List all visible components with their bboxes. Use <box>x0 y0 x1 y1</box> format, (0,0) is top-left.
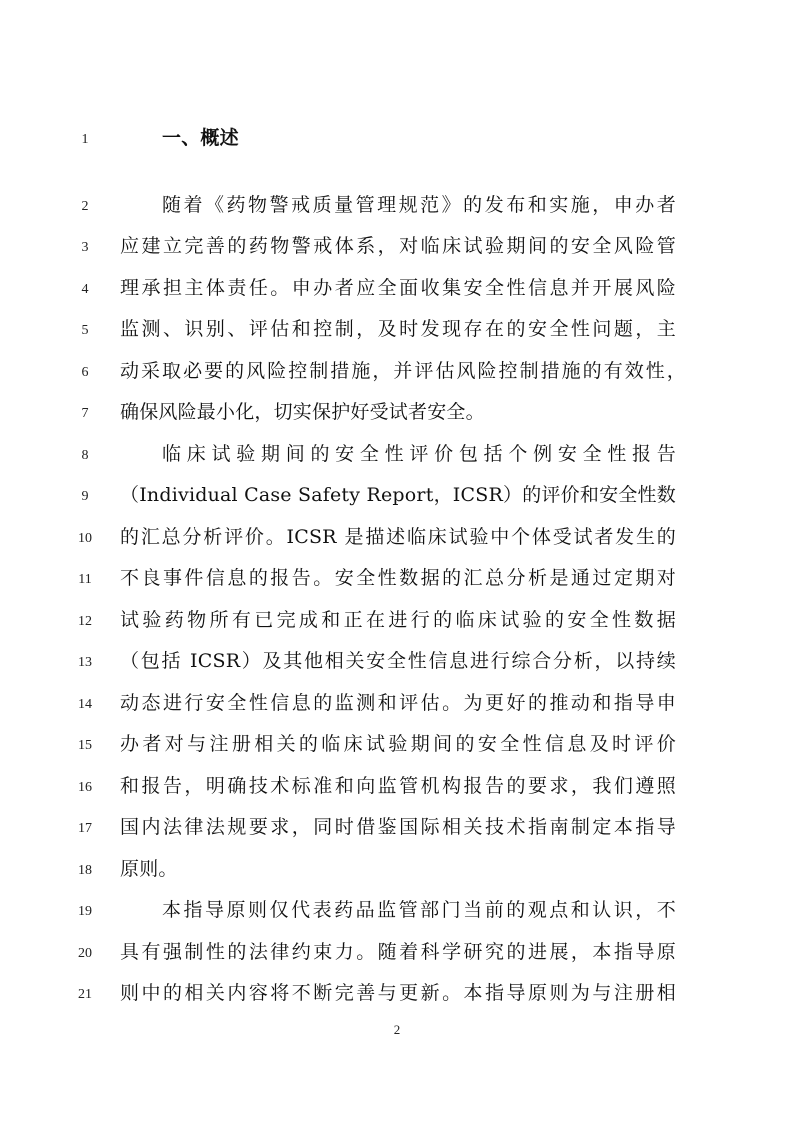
line-number: 12 <box>78 614 92 629</box>
document-line <box>0 439 794 469</box>
line-number: 20 <box>78 946 92 961</box>
page-number: 2 <box>393 1022 401 1037</box>
line-number: 18 <box>78 863 92 878</box>
paragraph-line: 国内法律法规要求，同时借鉴国际相关技术指南制定本指导 <box>120 816 676 838</box>
line-number: 4 <box>81 282 89 297</box>
paragraph-line: 监测、识别、评估和控制，及时发现存在的安全性问题，主 <box>120 318 676 340</box>
paragraph-line: 动态进行安全性信息的监测和评估。为更好的推动和指导申 <box>120 692 676 714</box>
line-number: 6 <box>81 365 89 380</box>
paragraph-line: （Individual Case Safety Report，ICSR）的评价和安全性数 <box>120 484 676 506</box>
paragraph-line: 确保风险最小化，切实保护好受试者安全。 <box>120 401 485 423</box>
paragraph-line: 理承担主体责任。申办者应全面收集安全性信息并开展风险 <box>120 277 676 299</box>
line-number: 16 <box>78 780 92 795</box>
paragraph-line: 应建立完善的药物警戒体系，对临床试验期间的安全风险管 <box>120 235 676 257</box>
line-number: 7 <box>81 406 89 421</box>
line-number: 9 <box>81 489 89 504</box>
document-line <box>0 231 794 261</box>
paragraph-line: 和报告，明确技术标准和向监管机构报告的要求，我们遵照 <box>120 775 676 797</box>
line-number: 15 <box>78 738 92 753</box>
document-line <box>0 273 794 303</box>
line-number: 21 <box>78 987 92 1002</box>
paragraph-line: 本指导原则仅代表药品监管部门当前的观点和认识，不 <box>162 899 676 921</box>
document-line <box>0 771 794 801</box>
document-line <box>0 314 794 344</box>
document-line <box>0 729 794 759</box>
line-number: 1 <box>81 132 89 147</box>
document-line <box>0 937 794 967</box>
document-line <box>0 356 794 386</box>
section-heading: 一、概述 <box>162 127 239 149</box>
document-line <box>0 190 794 220</box>
document-line <box>0 605 794 635</box>
paragraph-line: 则中的相关内容将不断完善与更新。本指导原则为与注册相 <box>120 982 676 1004</box>
document-line <box>0 854 794 884</box>
paragraph-line: 动采取必要的风险控制措施，并评估风险控制措施的有效性， <box>120 360 686 382</box>
document-line <box>0 123 794 153</box>
paragraph-line: 不良事件信息的报告。安全性数据的汇总分析是通过定期对 <box>120 567 676 589</box>
paragraph-line: 临床试验期间的安全性评价包括个例安全性报告 <box>162 443 676 465</box>
paragraph-line: （包括 ICSR）及其他相关安全性信息进行综合分析，以持续 <box>120 650 676 672</box>
document-line <box>0 646 794 676</box>
line-number: 11 <box>78 572 92 587</box>
line-number: 13 <box>78 655 92 670</box>
line-number: 5 <box>81 323 89 338</box>
line-number: 3 <box>81 240 89 255</box>
document-line <box>0 688 794 718</box>
paragraph-line: 的汇总分析评价。ICSR 是描述临床试验中个体受试者发生的 <box>120 526 676 548</box>
document-line <box>0 978 794 1008</box>
line-number: 8 <box>81 448 89 463</box>
paragraph-line: 办者对与注册相关的临床试验期间的安全性信息及时评价 <box>120 733 676 755</box>
line-number: 17 <box>78 821 92 836</box>
document-line <box>0 563 794 593</box>
document-line <box>0 522 794 552</box>
document-line <box>0 397 794 427</box>
line-number: 2 <box>81 199 89 214</box>
paragraph-line: 随着《药物警戒质量管理规范》的发布和实施，申办者 <box>162 194 676 216</box>
document-line <box>0 812 794 842</box>
line-number: 19 <box>78 904 92 919</box>
document-line <box>0 480 794 510</box>
paragraph-line: 具有强制性的法律约束力。随着科学研究的进展，本指导原 <box>120 941 676 963</box>
paragraph-line: 原则。 <box>120 858 178 880</box>
line-number: 10 <box>78 531 92 546</box>
paragraph-line: 试验药物所有已完成和正在进行的临床试验的安全性数据 <box>120 609 676 631</box>
document-line <box>0 895 794 925</box>
line-number: 14 <box>78 697 92 712</box>
